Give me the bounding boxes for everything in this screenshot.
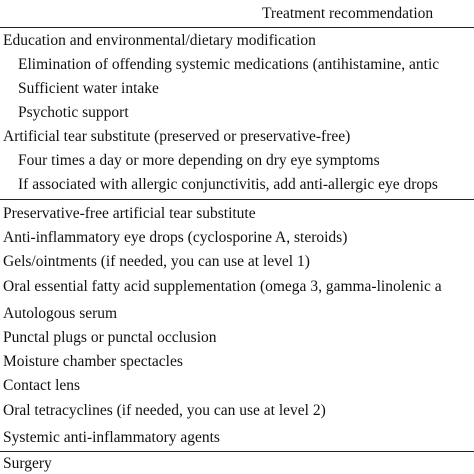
table-row: Gels/ointments (if needed, you can use at level 1)	[3, 253, 310, 270]
table-header-row	[0, 0, 474, 28]
table-row: Four times a day or more depending on dry eye symptoms	[18, 152, 380, 169]
table-row: Anti-inflammatory eye drops (cyclosporine A, steroids)	[3, 229, 348, 246]
table-row: Moisture chamber spectacles	[3, 353, 183, 370]
table-row: Preservative-free artificial tear substitute	[3, 205, 256, 222]
table-row: If associated with allergic conjunctivitis, add anti-allergic eye drops	[18, 176, 438, 193]
table-row: Autologous serum	[3, 305, 118, 322]
table-row: Oral essential fatty acid supplementation (omega 3, gamma-linolenic a	[3, 278, 442, 295]
treatment-recommendation-header: Treatment recommendation	[262, 5, 434, 22]
table-row: Psychotic support	[18, 104, 129, 121]
table-row: Systemic anti-inflammatory agents	[3, 429, 220, 446]
header-divider	[0, 27, 474, 28]
table-row: Punctal plugs or punctal occlusion	[3, 329, 217, 346]
row-divider	[0, 199, 474, 200]
table-row: Surgery	[3, 455, 52, 472]
table-row: Education and environmental/dietary modification	[3, 32, 316, 49]
row-divider	[0, 451, 474, 452]
table-row: Artificial tear substitute (preserved or preservative-free)	[3, 128, 351, 145]
table-row: Oral tetracyclines (if needed, you can use at level 2)	[3, 402, 326, 419]
table-row: Sufficient water intake	[18, 80, 159, 97]
table-row: Elimination of offending systemic medications (antihistamine, antic	[18, 56, 440, 73]
table-row: Contact lens	[3, 377, 81, 394]
